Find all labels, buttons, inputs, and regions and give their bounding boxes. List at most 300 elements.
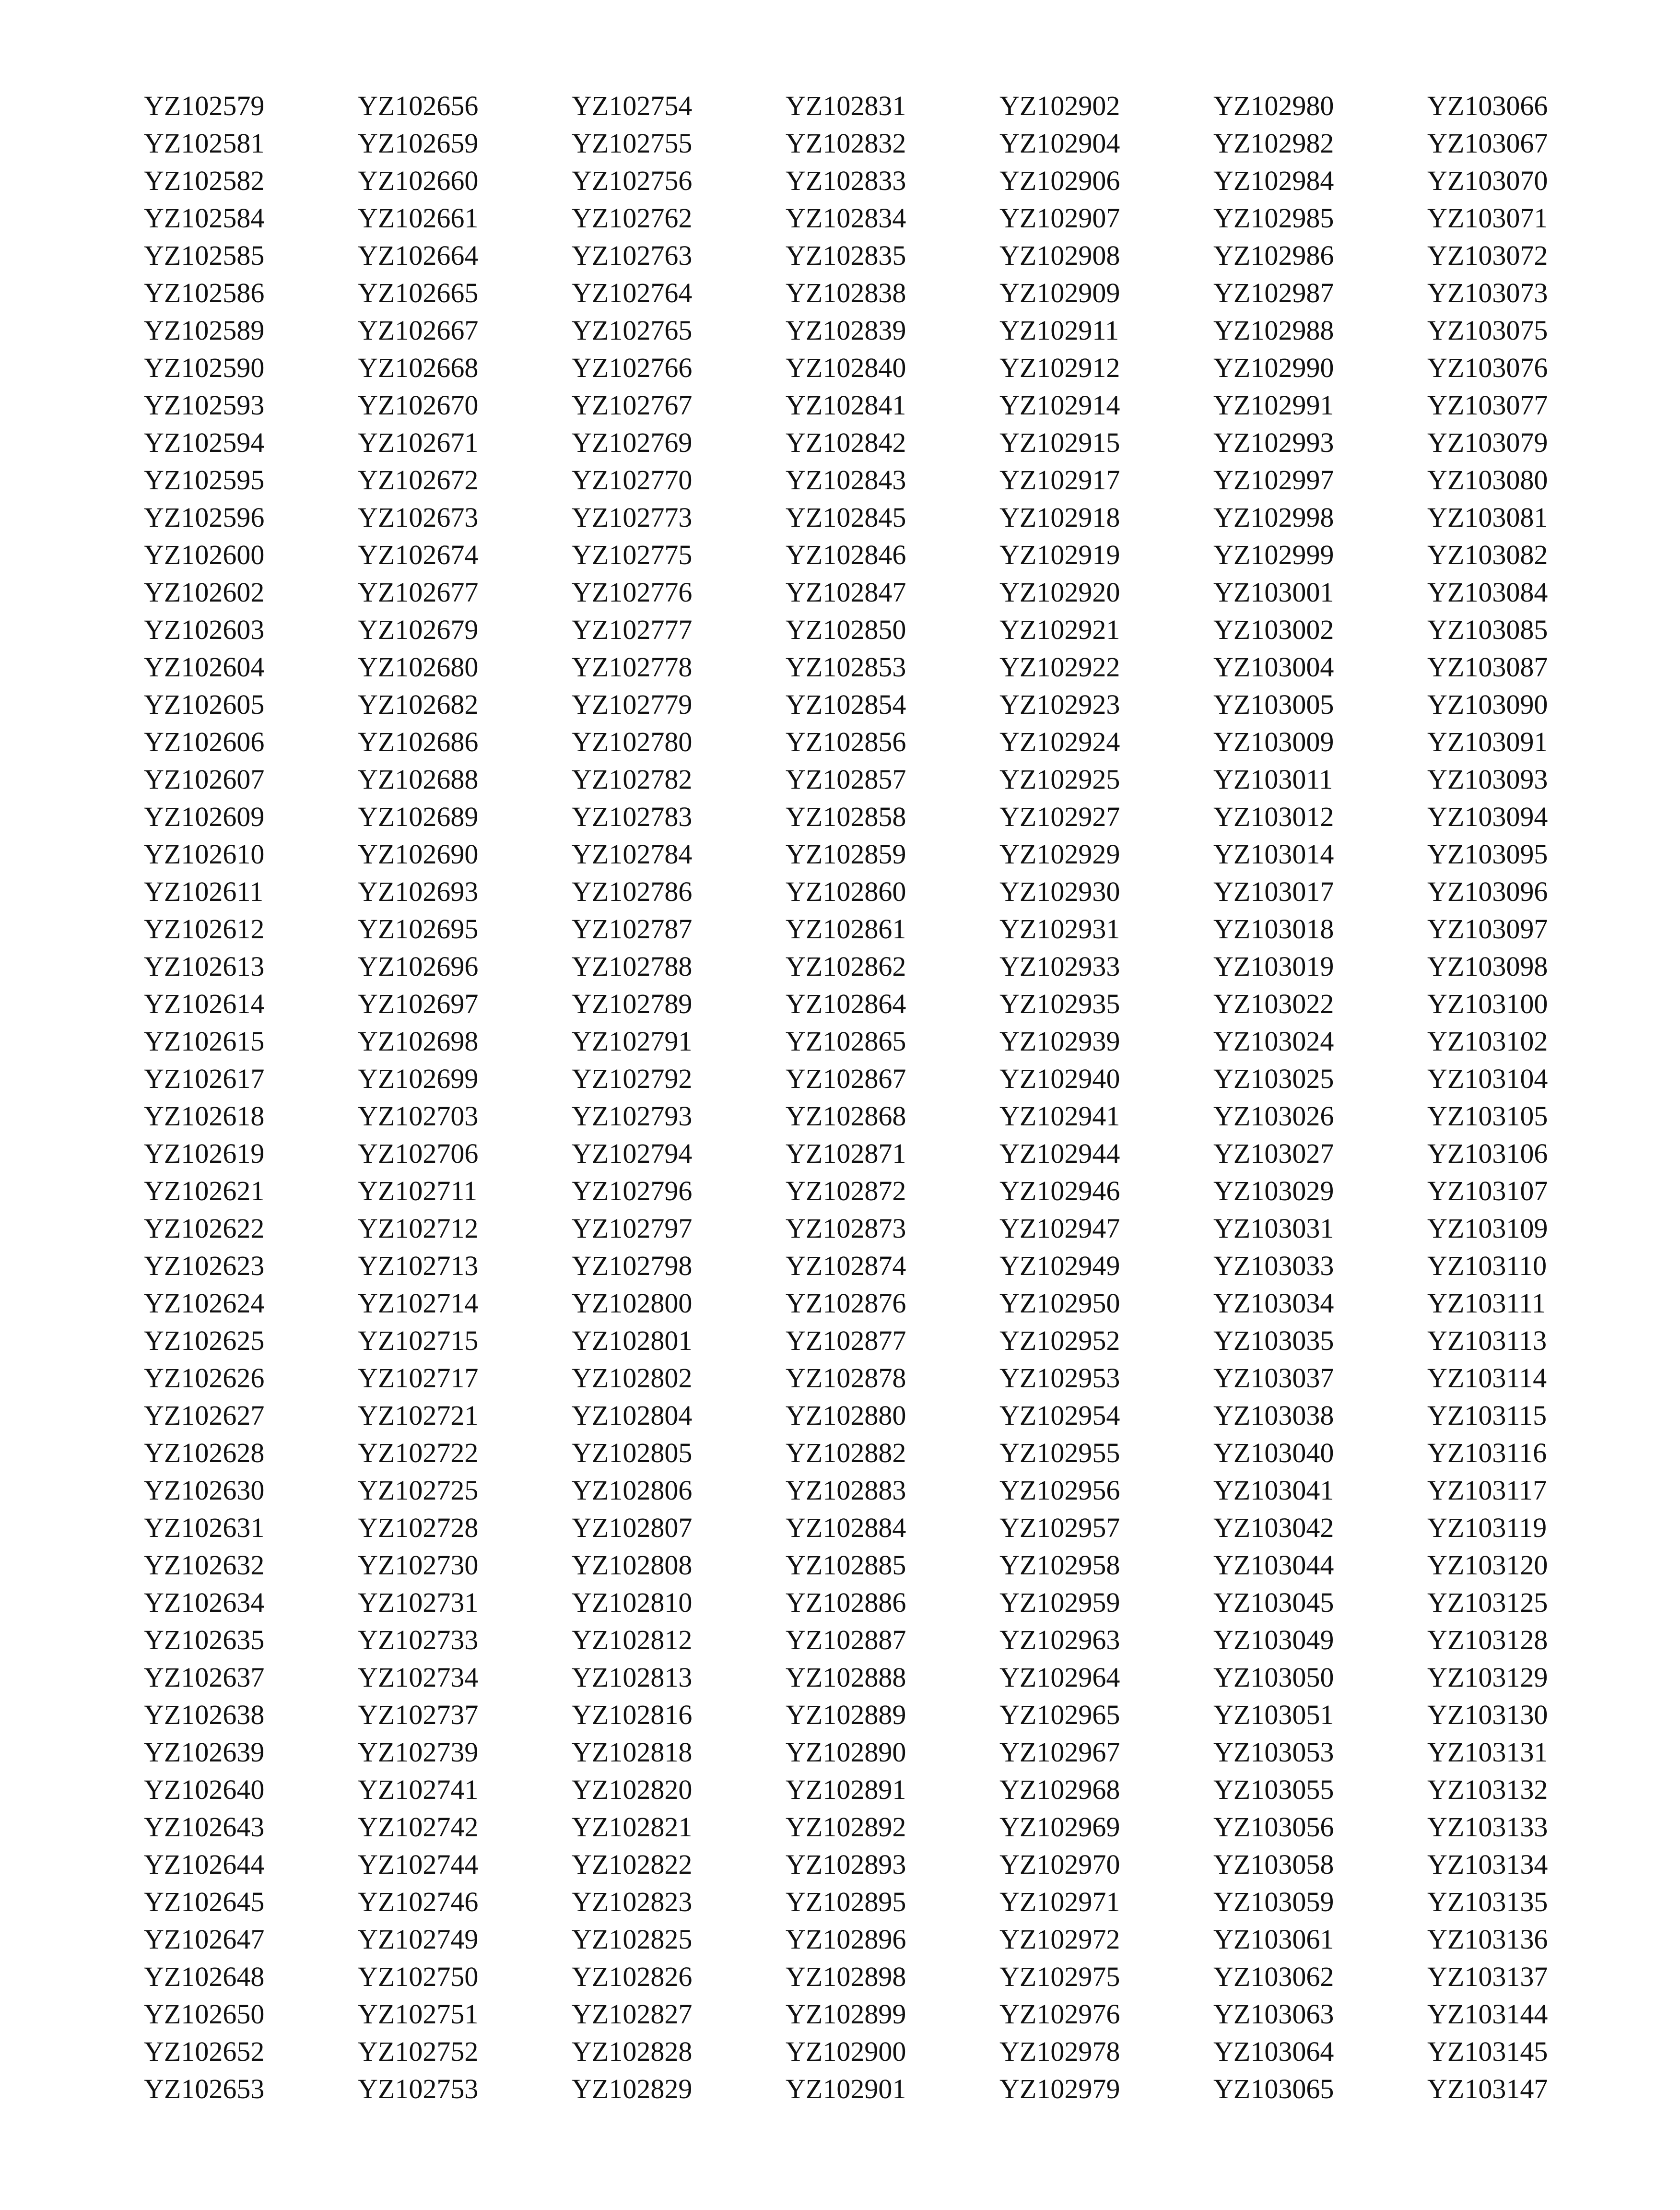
id-entry: YZ103035: [1213, 1325, 1334, 1356]
id-entry: YZ102721: [358, 1400, 479, 1431]
id-entry: YZ102871: [786, 1138, 906, 1169]
id-entry: YZ102838: [786, 277, 906, 308]
id-entry: YZ103100: [1427, 988, 1548, 1019]
id-entry: YZ103037: [1213, 1362, 1334, 1394]
id-entry: YZ102639: [144, 1737, 265, 1768]
id-entry: YZ102648: [144, 1961, 265, 1992]
id-entry: YZ102751: [358, 1998, 479, 2030]
id-entry: YZ102927: [999, 801, 1120, 832]
id-entry: YZ102947: [999, 1213, 1120, 1244]
id-entry: YZ102693: [358, 876, 479, 907]
id-entry: YZ102784: [572, 839, 693, 870]
id-entry: YZ102783: [572, 801, 693, 832]
id-entry: YZ102876: [786, 1288, 906, 1319]
id-entry: YZ102660: [358, 165, 479, 196]
id-entry: YZ102794: [572, 1138, 693, 1169]
id-entry: YZ103093: [1427, 764, 1548, 795]
id-entry: YZ103027: [1213, 1138, 1334, 1169]
id-entry: YZ102940: [999, 1063, 1120, 1094]
id-entry: YZ102827: [572, 1998, 693, 2030]
id-entry: YZ102825: [572, 1924, 693, 1955]
id-entry: YZ102623: [144, 1250, 265, 1281]
id-entry: YZ102696: [358, 951, 479, 982]
id-entry: YZ102604: [144, 651, 265, 683]
id-entry: YZ102892: [786, 1811, 906, 1843]
id-entry: YZ103119: [1427, 1512, 1547, 1543]
id-entry: YZ103081: [1427, 502, 1548, 533]
id-entry: YZ102722: [358, 1437, 479, 1468]
id-entry: YZ102802: [572, 1362, 693, 1394]
id-entry: YZ102650: [144, 1998, 265, 2030]
id-entry: YZ103064: [1213, 2036, 1334, 2067]
id-entry: YZ103125: [1427, 1587, 1548, 1618]
id-entry: YZ102585: [144, 240, 265, 271]
id-entry: YZ103096: [1427, 876, 1548, 907]
id-entry: YZ102915: [999, 427, 1120, 458]
id-entry: YZ102963: [999, 1624, 1120, 1655]
id-entry: YZ102970: [999, 1849, 1120, 1880]
id-entry: YZ103145: [1427, 2036, 1548, 2067]
id-entry: YZ102868: [786, 1100, 906, 1132]
id-entry: YZ102773: [572, 502, 693, 533]
id-entry: YZ102638: [144, 1699, 265, 1730]
id-entry: YZ102955: [999, 1437, 1120, 1468]
id-entry: YZ102752: [358, 2036, 479, 2067]
id-entry: YZ102706: [358, 1138, 479, 1169]
id-entry: YZ102742: [358, 1811, 479, 1843]
id-entry: YZ103025: [1213, 1063, 1334, 1094]
id-entry: YZ103082: [1427, 539, 1548, 570]
id-entry: YZ102993: [1213, 427, 1334, 458]
id-entry: YZ102589: [144, 315, 265, 346]
id-entry: YZ102953: [999, 1362, 1120, 1394]
id-entry: YZ103131: [1427, 1737, 1548, 1768]
id-list-columns: [144, 87, 1563, 2108]
id-column: [572, 87, 786, 2108]
id-entry: YZ103091: [1427, 726, 1548, 757]
id-entry: YZ102659: [358, 128, 479, 159]
id-entry: YZ102823: [572, 1886, 693, 1917]
id-entry: YZ102647: [144, 1924, 265, 1955]
id-entry: YZ102878: [786, 1362, 906, 1394]
id-entry: YZ102922: [999, 651, 1120, 683]
id-entry: YZ102730: [358, 1549, 479, 1581]
id-entry: YZ103034: [1213, 1288, 1334, 1319]
id-entry: YZ102717: [358, 1362, 479, 1394]
id-entry: YZ103063: [1213, 1998, 1334, 2030]
id-entry: YZ103113: [1427, 1325, 1547, 1356]
id-entry: YZ102829: [572, 2073, 693, 2104]
id-entry: YZ102695: [358, 913, 479, 945]
id-entry: YZ103059: [1213, 1886, 1334, 1917]
id-entry: YZ102854: [786, 689, 906, 720]
id-entry: YZ102631: [144, 1512, 265, 1543]
id-entry: YZ102624: [144, 1288, 265, 1319]
id-entry: YZ102964: [999, 1662, 1120, 1693]
id-entry: YZ103144: [1427, 1998, 1548, 2030]
id-entry: YZ103120: [1427, 1549, 1548, 1581]
id-entry: YZ102788: [572, 951, 693, 982]
id-entry: YZ102984: [1213, 165, 1334, 196]
id-entry: YZ102847: [786, 577, 906, 608]
id-entry: YZ103111: [1427, 1288, 1546, 1319]
id-entry: YZ102822: [572, 1849, 693, 1880]
id-entry: YZ103009: [1213, 726, 1334, 757]
id-entry: YZ102807: [572, 1512, 693, 1543]
id-entry: YZ103055: [1213, 1774, 1334, 1805]
id-entry: YZ102688: [358, 764, 479, 795]
id-entry: YZ103012: [1213, 801, 1334, 832]
id-entry: YZ103051: [1213, 1699, 1334, 1730]
id-entry: YZ102901: [786, 2073, 906, 2104]
id-entry: YZ102782: [572, 764, 693, 795]
id-entry: YZ102949: [999, 1250, 1120, 1281]
id-entry: YZ103033: [1213, 1250, 1334, 1281]
id-entry: YZ102956: [999, 1475, 1120, 1506]
id-entry: YZ102958: [999, 1549, 1120, 1581]
id-entry: YZ102763: [572, 240, 693, 271]
id-entry: YZ102919: [999, 539, 1120, 570]
id-entry: YZ103087: [1427, 651, 1548, 683]
id-entry: YZ102893: [786, 1849, 906, 1880]
id-entry: YZ102607: [144, 764, 265, 795]
id-entry: YZ102582: [144, 165, 265, 196]
id-entry: YZ102959: [999, 1587, 1120, 1618]
id-entry: YZ102864: [786, 988, 906, 1019]
id-entry: YZ102797: [572, 1213, 693, 1244]
id-entry: YZ102935: [999, 988, 1120, 1019]
id-entry: YZ103115: [1427, 1400, 1547, 1431]
id-entry: YZ102833: [786, 165, 906, 196]
id-entry: YZ102673: [358, 502, 479, 533]
id-entry: YZ102954: [999, 1400, 1120, 1431]
id-entry: YZ102665: [358, 277, 479, 308]
id-entry: YZ102686: [358, 726, 479, 757]
id-entry: YZ102780: [572, 726, 693, 757]
id-entry: YZ102779: [572, 689, 693, 720]
id-entry: YZ102834: [786, 202, 906, 234]
id-entry: YZ102967: [999, 1737, 1120, 1768]
id-entry: YZ102778: [572, 651, 693, 683]
id-entry: YZ102931: [999, 913, 1120, 945]
id-entry: YZ103095: [1427, 839, 1548, 870]
id-entry: YZ103072: [1427, 240, 1548, 271]
id-entry: YZ102737: [358, 1699, 479, 1730]
id-entry: YZ103090: [1427, 689, 1548, 720]
id-entry: YZ102749: [358, 1924, 479, 1955]
id-entry: YZ102882: [786, 1437, 906, 1468]
id-entry: YZ102933: [999, 951, 1120, 982]
id-entry: YZ103066: [1427, 90, 1548, 121]
id-entry: YZ102792: [572, 1063, 693, 1094]
id-entry: YZ102627: [144, 1400, 265, 1431]
id-entry: YZ102775: [572, 539, 693, 570]
id-entry: YZ103062: [1213, 1961, 1334, 1992]
id-entry: YZ102941: [999, 1100, 1120, 1132]
id-entry: YZ103114: [1427, 1362, 1547, 1394]
id-entry: YZ103044: [1213, 1549, 1334, 1581]
id-entry: YZ102653: [144, 2073, 265, 2104]
id-entry: YZ102605: [144, 689, 265, 720]
id-entry: YZ102786: [572, 876, 693, 907]
id-entry: YZ102634: [144, 1587, 265, 1618]
id-entry: YZ102661: [358, 202, 479, 234]
id-entry: YZ102975: [999, 1961, 1120, 1992]
id-entry: YZ102652: [144, 2036, 265, 2067]
id-entry: YZ103040: [1213, 1437, 1334, 1468]
id-entry: YZ102846: [786, 539, 906, 570]
id-entry: YZ102856: [786, 726, 906, 757]
id-entry: YZ102840: [786, 352, 906, 383]
id-entry: YZ102603: [144, 614, 265, 645]
id-entry: YZ102640: [144, 1774, 265, 1805]
id-entry: YZ102756: [572, 165, 693, 196]
id-entry: YZ102860: [786, 876, 906, 907]
id-entry: YZ102914: [999, 390, 1120, 421]
id-column: [786, 87, 999, 2108]
id-entry: YZ102841: [786, 390, 906, 421]
id-entry: YZ102614: [144, 988, 265, 1019]
id-entry: YZ102596: [144, 502, 265, 533]
id-entry: YZ102832: [786, 128, 906, 159]
id-entry: YZ103014: [1213, 839, 1334, 870]
id-entry: YZ102980: [1213, 90, 1334, 121]
id-entry: YZ102906: [999, 165, 1120, 196]
id-entry: YZ102615: [144, 1026, 265, 1057]
id-entry: YZ102625: [144, 1325, 265, 1356]
id-entry: YZ102622: [144, 1213, 265, 1244]
id-entry: YZ102990: [1213, 352, 1334, 383]
id-entry: YZ102769: [572, 427, 693, 458]
id-entry: YZ103134: [1427, 1849, 1548, 1880]
id-entry: YZ102671: [358, 427, 479, 458]
id-entry: YZ103117: [1427, 1475, 1547, 1506]
id-entry: YZ102982: [1213, 128, 1334, 159]
id-entry: YZ102911: [999, 315, 1119, 346]
id-entry: YZ102971: [999, 1886, 1120, 1917]
id-entry: YZ102581: [144, 128, 265, 159]
id-entry: YZ102839: [786, 315, 906, 346]
id-entry: YZ103085: [1427, 614, 1548, 645]
id-entry: YZ103077: [1427, 390, 1548, 421]
id-entry: YZ102637: [144, 1662, 265, 1693]
id-entry: YZ102699: [358, 1063, 479, 1094]
id-entry: YZ103129: [1427, 1662, 1548, 1693]
id-entry: YZ102656: [358, 90, 479, 121]
id-entry: YZ103079: [1427, 427, 1548, 458]
id-entry: YZ102715: [358, 1325, 479, 1356]
id-entry: YZ102979: [999, 2073, 1120, 2104]
id-entry: YZ102600: [144, 539, 265, 570]
id-entry: YZ102776: [572, 577, 693, 608]
id-entry: YZ102895: [786, 1886, 906, 1917]
id-entry: YZ102820: [572, 1774, 693, 1805]
id-entry: YZ102766: [572, 352, 693, 383]
id-entry: YZ103065: [1213, 2073, 1334, 2104]
id-entry: YZ102764: [572, 277, 693, 308]
id-entry: YZ103128: [1427, 1624, 1548, 1655]
id-entry: YZ102762: [572, 202, 693, 234]
id-entry: YZ103026: [1213, 1100, 1334, 1132]
id-entry: YZ102765: [572, 315, 693, 346]
id-entry: YZ102909: [999, 277, 1120, 308]
id-entry: YZ102884: [786, 1512, 906, 1543]
id-entry: YZ102728: [358, 1512, 479, 1543]
id-entry: YZ102626: [144, 1362, 265, 1394]
id-entry: YZ102885: [786, 1549, 906, 1581]
id-entry: YZ102987: [1213, 277, 1334, 308]
id-entry: YZ102584: [144, 202, 265, 234]
id-entry: YZ102712: [358, 1213, 479, 1244]
id-entry: YZ103038: [1213, 1400, 1334, 1431]
id-entry: YZ103102: [1427, 1026, 1548, 1057]
id-entry: YZ103050: [1213, 1662, 1334, 1693]
id-entry: YZ102643: [144, 1811, 265, 1843]
id-entry: YZ102590: [144, 352, 265, 383]
id-entry: YZ102703: [358, 1100, 479, 1132]
id-entry: YZ102810: [572, 1587, 693, 1618]
id-entry: YZ102767: [572, 390, 693, 421]
id-entry: YZ102674: [358, 539, 479, 570]
id-entry: YZ102800: [572, 1288, 693, 1319]
id-entry: YZ102883: [786, 1475, 906, 1506]
id-entry: YZ102755: [572, 128, 693, 159]
id-entry: YZ102595: [144, 464, 265, 496]
id-column: [1213, 87, 1427, 2108]
id-entry: YZ102798: [572, 1250, 693, 1281]
id-entry: YZ103109: [1427, 1213, 1548, 1244]
id-entry: YZ102714: [358, 1288, 479, 1319]
id-entry: YZ103041: [1213, 1475, 1334, 1506]
id-entry: YZ102877: [786, 1325, 906, 1356]
id-entry: YZ103076: [1427, 352, 1548, 383]
id-entry: YZ102812: [572, 1624, 693, 1655]
id-entry: YZ102861: [786, 913, 906, 945]
id-entry: YZ102777: [572, 614, 693, 645]
id-entry: YZ102965: [999, 1699, 1120, 1730]
id-entry: YZ102857: [786, 764, 906, 795]
id-entry: YZ103080: [1427, 464, 1548, 496]
id-entry: YZ103147: [1427, 2073, 1548, 2104]
id-entry: YZ102682: [358, 689, 479, 720]
id-entry: YZ102921: [999, 614, 1120, 645]
id-entry: YZ102613: [144, 951, 265, 982]
id-entry: YZ102586: [144, 277, 265, 308]
id-column: [999, 87, 1213, 2108]
id-entry: YZ102978: [999, 2036, 1120, 2067]
id-entry: YZ102862: [786, 951, 906, 982]
id-entry: YZ103022: [1213, 988, 1334, 1019]
id-entry: YZ102711: [358, 1175, 478, 1206]
id-entry: YZ102725: [358, 1475, 479, 1506]
id-entry: YZ103011: [1213, 764, 1333, 795]
id-entry: YZ102628: [144, 1437, 265, 1468]
id-entry: YZ102713: [358, 1250, 479, 1281]
id-entry: YZ102972: [999, 1924, 1120, 1955]
id-entry: YZ103019: [1213, 951, 1334, 982]
id-entry: YZ102754: [572, 90, 693, 121]
id-entry: YZ102793: [572, 1100, 693, 1132]
id-entry: YZ102843: [786, 464, 906, 496]
id-entry: YZ102593: [144, 390, 265, 421]
id-entry: YZ103098: [1427, 951, 1548, 982]
id-entry: YZ102891: [786, 1774, 906, 1805]
id-entry: YZ102635: [144, 1624, 265, 1655]
id-entry: YZ103024: [1213, 1026, 1334, 1057]
id-entry: YZ103005: [1213, 689, 1334, 720]
id-entry: YZ103067: [1427, 128, 1548, 159]
id-entry: YZ102734: [358, 1662, 479, 1693]
id-entry: YZ102789: [572, 988, 693, 1019]
id-entry: YZ102801: [572, 1325, 693, 1356]
id-entry: YZ102787: [572, 913, 693, 945]
id-entry: YZ102668: [358, 352, 479, 383]
id-entry: YZ102610: [144, 839, 265, 870]
id-entry: YZ102867: [786, 1063, 906, 1094]
id-entry: YZ102902: [999, 90, 1120, 121]
id-entry: YZ102579: [144, 90, 265, 121]
id-entry: YZ102930: [999, 876, 1120, 907]
id-entry: YZ102606: [144, 726, 265, 757]
id-entry: YZ102733: [358, 1624, 479, 1655]
id-entry: YZ102808: [572, 1549, 693, 1581]
id-entry: YZ103071: [1427, 202, 1548, 234]
id-entry: YZ102845: [786, 502, 906, 533]
id-entry: YZ102874: [786, 1250, 906, 1281]
id-entry: YZ102835: [786, 240, 906, 271]
id-entry: YZ103073: [1427, 277, 1548, 308]
id-entry: YZ102957: [999, 1512, 1120, 1543]
id-entry: YZ103070: [1427, 165, 1548, 196]
id-entry: YZ102917: [999, 464, 1120, 496]
id-entry: YZ102698: [358, 1026, 479, 1057]
id-entry: YZ102617: [144, 1063, 265, 1094]
id-entry: YZ102619: [144, 1138, 265, 1169]
id-entry: YZ102806: [572, 1475, 693, 1506]
id-entry: YZ102898: [786, 1961, 906, 1992]
id-entry: YZ102900: [786, 2036, 906, 2067]
id-entry: YZ102612: [144, 913, 265, 945]
id-entry: YZ103045: [1213, 1587, 1334, 1618]
id-entry: YZ102680: [358, 651, 479, 683]
id-entry: YZ102998: [1213, 502, 1334, 533]
id-entry: YZ102908: [999, 240, 1120, 271]
id-entry: YZ102679: [358, 614, 479, 645]
id-entry: YZ103135: [1427, 1886, 1548, 1917]
id-entry: YZ103130: [1427, 1699, 1548, 1730]
id-entry: YZ102853: [786, 651, 906, 683]
id-entry: YZ102632: [144, 1549, 265, 1581]
id-entry: YZ102826: [572, 1961, 693, 1992]
id-entry: YZ102997: [1213, 464, 1334, 496]
id-entry: YZ102741: [358, 1774, 479, 1805]
id-entry: YZ102602: [144, 577, 265, 608]
id-entry: YZ102677: [358, 577, 479, 608]
id-entry: YZ103049: [1213, 1624, 1334, 1655]
id-entry: YZ102944: [999, 1138, 1120, 1169]
id-entry: YZ102976: [999, 1998, 1120, 2030]
id-entry: YZ103001: [1213, 577, 1334, 608]
id-entry: YZ102746: [358, 1886, 479, 1917]
id-entry: YZ102899: [786, 1998, 906, 2030]
id-entry: YZ103097: [1427, 913, 1548, 945]
id-entry: YZ102880: [786, 1400, 906, 1431]
id-entry: YZ102609: [144, 801, 265, 832]
id-column: [358, 87, 572, 2108]
id-column: [144, 87, 358, 2108]
id-entry: YZ103042: [1213, 1512, 1334, 1543]
id-entry: YZ102991: [1213, 390, 1334, 421]
